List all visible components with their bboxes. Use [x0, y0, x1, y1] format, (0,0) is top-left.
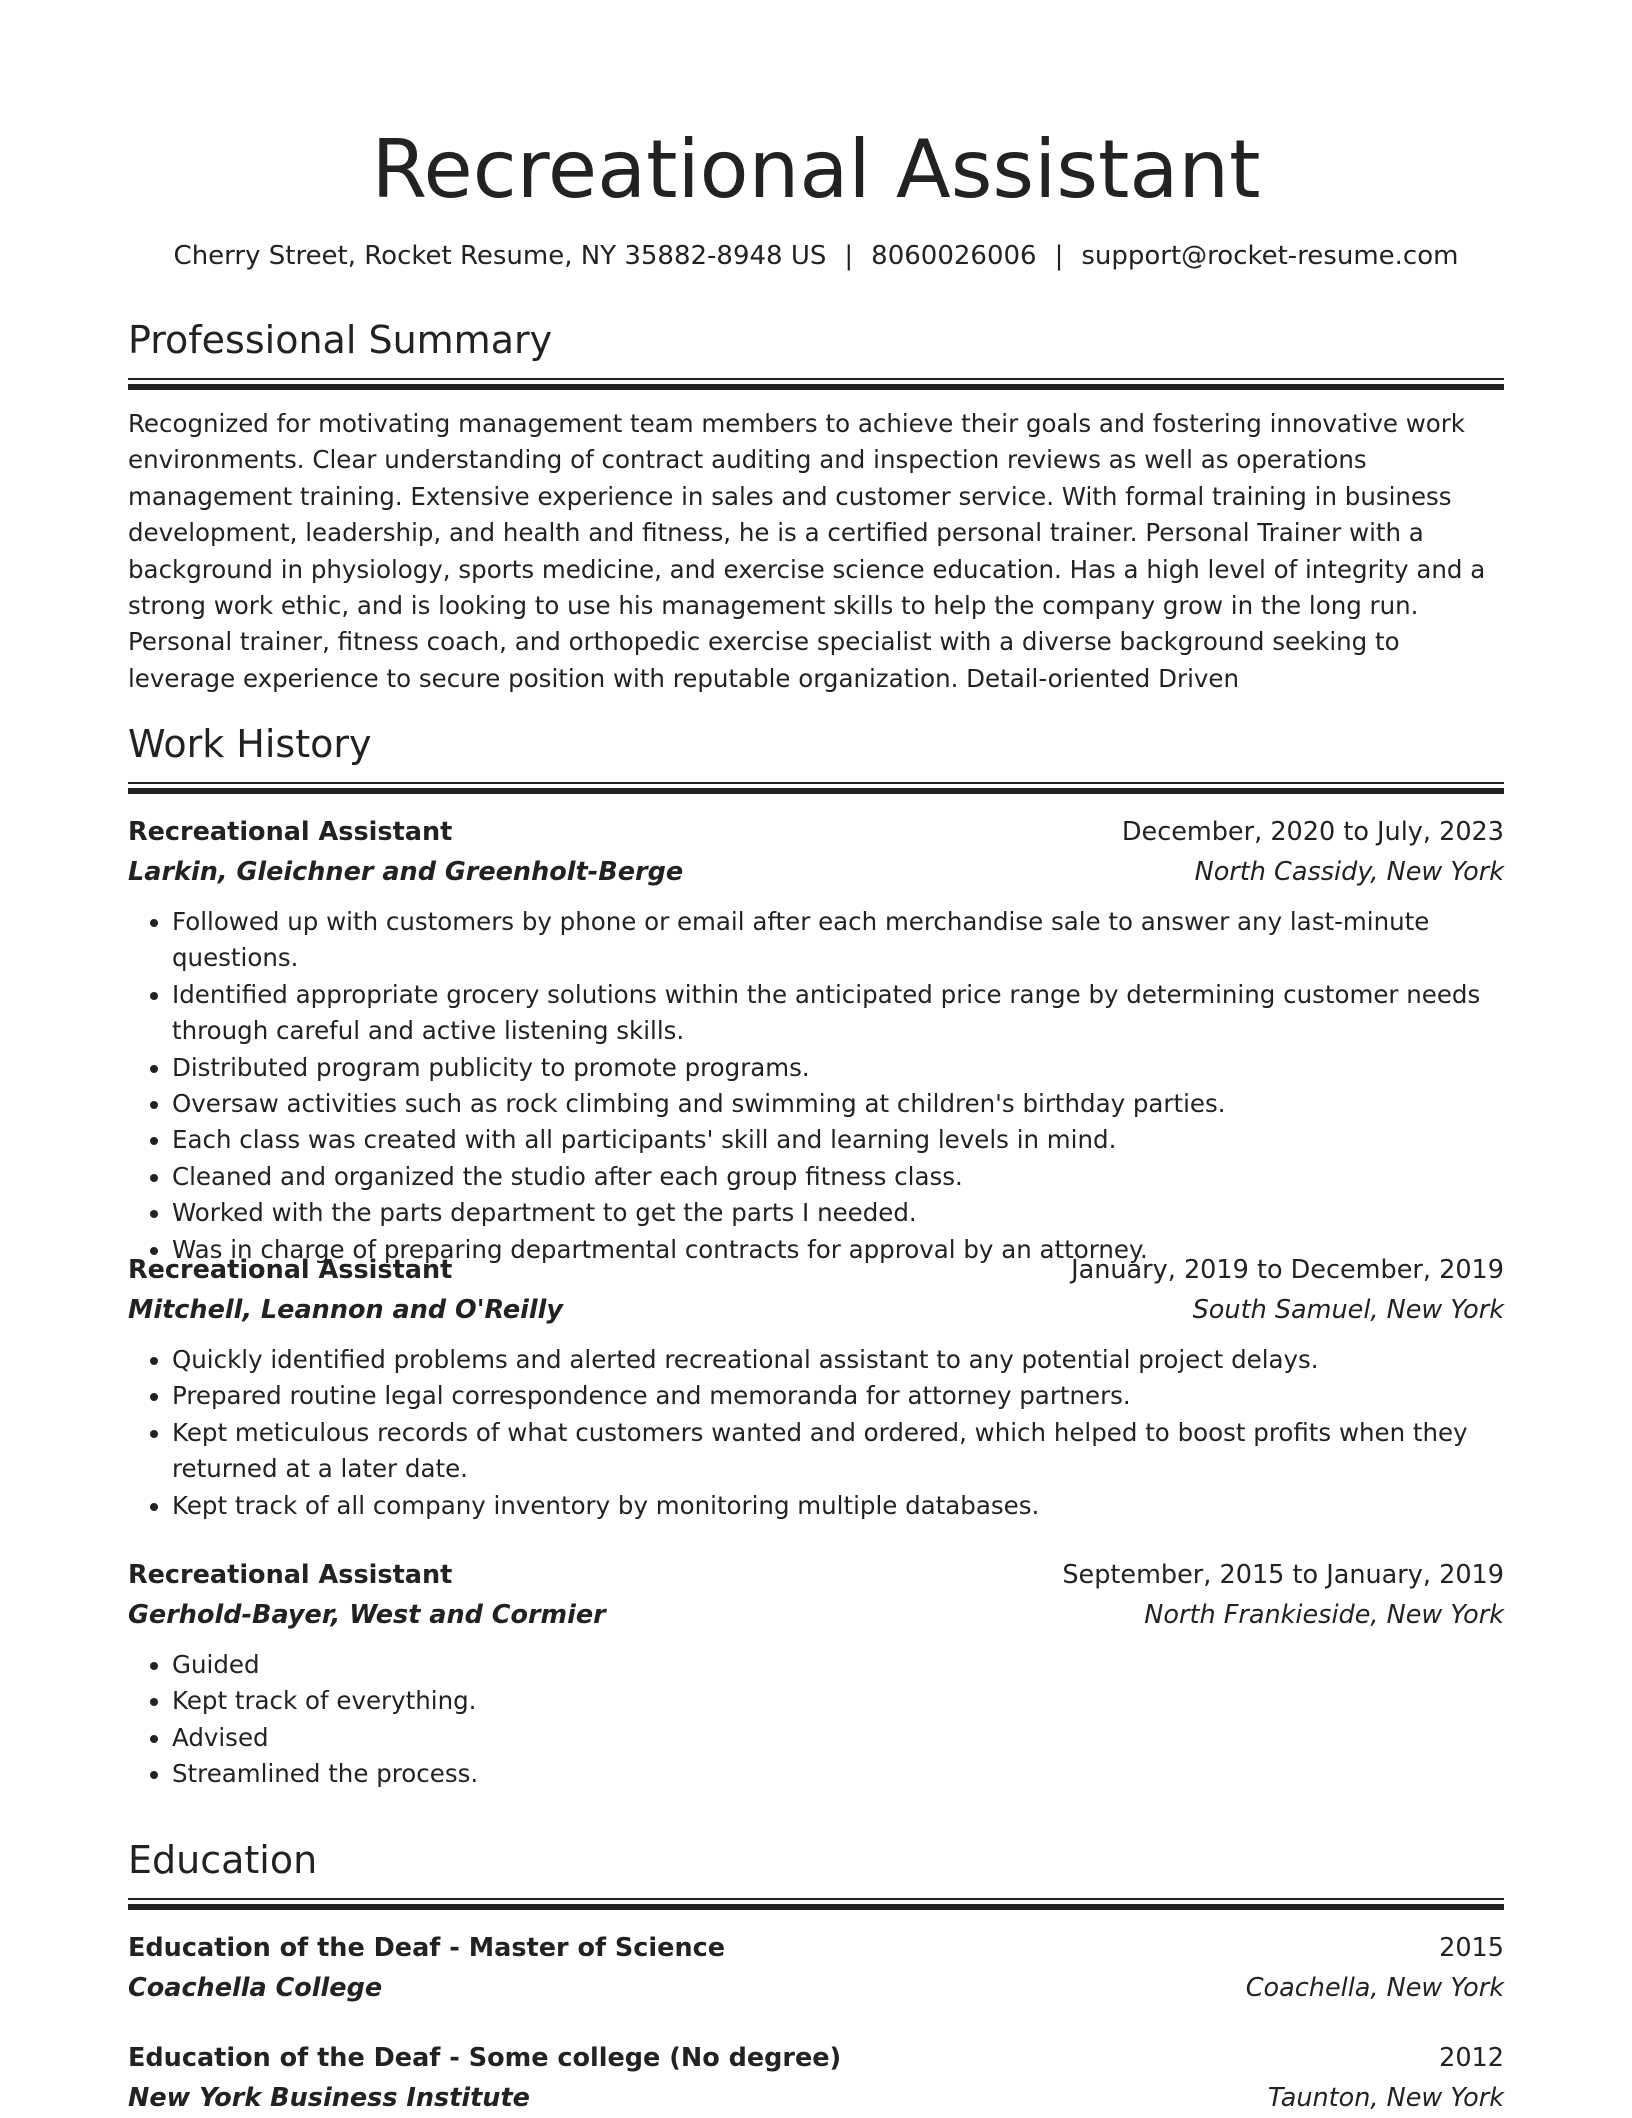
education-degree: Education of the Deaf - Master of Science [128, 1933, 726, 1963]
resume-title: Recreational Assistant [371, 123, 1261, 216]
list-item: • Kept meticulous records of what customers wanted and ordered, which helped to boost profits when they returned at a later date. [172, 1415, 1504, 1488]
list-item: • Kept track of everything. [172, 1683, 1504, 1719]
education-degree-row [128, 2038, 1504, 2078]
job-location: South Samuel, New York [1192, 1295, 1504, 1325]
education-degree: Education of the Deaf - Some college (No degree) [128, 2043, 842, 2073]
work-history-section [128, 720, 1504, 1268]
job-company: Mitchell, Leannon and O'Reilly [128, 1295, 564, 1325]
education-section [128, 1836, 1504, 2118]
job-company: Larkin, Gleichner and Greenholt-Berge [128, 857, 684, 887]
job-entry [128, 1555, 1504, 1793]
job-entry [128, 1250, 1504, 1524]
list-item: • Followed up with customers by phone or email after each merchandise sale to answer any last-minute questions. [172, 904, 1504, 977]
job-location: North Frankieside, New York [1144, 1600, 1504, 1630]
education-entry [128, 1928, 1504, 2008]
job-title-row [128, 1555, 1504, 1595]
list-item: • Identified appropriate grocery solutions within the anticipated price range by determining customer needs through careful and active listening skills. [172, 977, 1504, 1050]
education-year: 2015 [1439, 1933, 1504, 1963]
list-item: • Worked with the parts department to get the parts I needed. [172, 1195, 1504, 1231]
section-heading: Professional Summary [128, 318, 553, 362]
job-dates: September, 2015 to January, 2019 [1062, 1560, 1504, 1590]
job-title-row [128, 812, 1504, 852]
list-item: • Each class was created with all participants' skill and learning levels in mind. [172, 1122, 1504, 1158]
list-item: • Oversaw activities such as rock climbing and swimming at children's birthday parties. [172, 1086, 1504, 1122]
job-title: Recreational Assistant [128, 1560, 453, 1590]
list-item: • Quickly identified problems and alerted recreational assistant to any potential project delays. [172, 1342, 1504, 1378]
education-year: 2012 [1439, 2043, 1504, 2073]
section-divider [128, 1898, 1504, 1910]
contact-email: support@rocket-resume.com [1081, 241, 1459, 271]
job-company-row [128, 1290, 1504, 1330]
education-location: Taunton, New York [1267, 2083, 1504, 2113]
list-item: • Prepared routine legal correspondence and memoranda for attorney partners. [172, 1378, 1504, 1414]
contact-phone: 8060026006 [871, 241, 1037, 271]
section-heading: Education [128, 1838, 318, 1882]
job-bullets [128, 1342, 1504, 1524]
summary-section [128, 316, 1504, 697]
resume-header [128, 120, 1504, 274]
section-divider [128, 782, 1504, 794]
job-title: Recreational Assistant [128, 1255, 453, 1285]
job-title-row [128, 1250, 1504, 1290]
job-dates: January, 2019 to December, 2019 [1071, 1255, 1504, 1285]
education-school: Coachella College [128, 1973, 383, 2003]
job-company-row [128, 1595, 1504, 1635]
list-item: • Was in charge of preparing departmental contracts for approval by an attorney. [172, 1232, 1504, 1268]
education-school: New York Business Institute [128, 2083, 530, 2113]
education-entry [128, 2038, 1504, 2118]
summary-text: Recognized for motivating management team members to achieve their goals and fostering innovative work environments. Clear understanding of contract auditing and inspection reviews as well as operations management training. Extensive experience in sales and customer service. With formal training in business development, leadership, and health and fitness, he is a certified personal trainer. Personal Trainer with a background in physiology, sports medicine, and exercise science education. Has a high level of integrity and a strong work ethic, and is looking to use his management skills to help the company grow in the long run. Personal trainer, fitness coach, and orthopedic exercise specialist with a diverse background seeking to leverage experience to secure position with reputable organization. Detail-oriented Driven [128, 409, 1486, 693]
job-bullets [128, 1647, 1504, 1793]
job-entry [128, 812, 1504, 1268]
contact-separator: | [844, 241, 854, 271]
job-dates: December, 2020 to July, 2023 [1121, 817, 1504, 847]
education-degree-row [128, 1928, 1504, 1968]
job-bullets [128, 904, 1504, 1268]
list-item: • Streamlined the process. [172, 1756, 1504, 1792]
section-divider [128, 378, 1504, 390]
education-location: Coachella, New York [1245, 1973, 1504, 2003]
resume-page [128, 0, 1504, 2113]
job-title: Recreational Assistant [128, 817, 453, 847]
education-school-row [128, 1968, 1504, 2008]
contact-line [128, 238, 1504, 274]
job-location: North Cassidy, New York [1194, 857, 1504, 887]
section-heading: Work History [128, 722, 372, 766]
list-item: • Advised [172, 1720, 1504, 1756]
list-item: • Distributed program publicity to promote programs. [172, 1050, 1504, 1086]
education-school-row [128, 2078, 1504, 2118]
job-company-row [128, 852, 1504, 892]
contact-address: Cherry Street, Rocket Resume, NY 35882-8948 US [173, 241, 827, 271]
list-item: • Cleaned and organized the studio after each group fitness class. [172, 1159, 1504, 1195]
contact-separator: | [1054, 241, 1064, 271]
list-item: • Guided [172, 1647, 1504, 1683]
job-company: Gerhold-Bayer, West and Cormier [128, 1600, 606, 1630]
list-item: • Kept track of all company inventory by monitoring multiple databases. [172, 1488, 1504, 1524]
